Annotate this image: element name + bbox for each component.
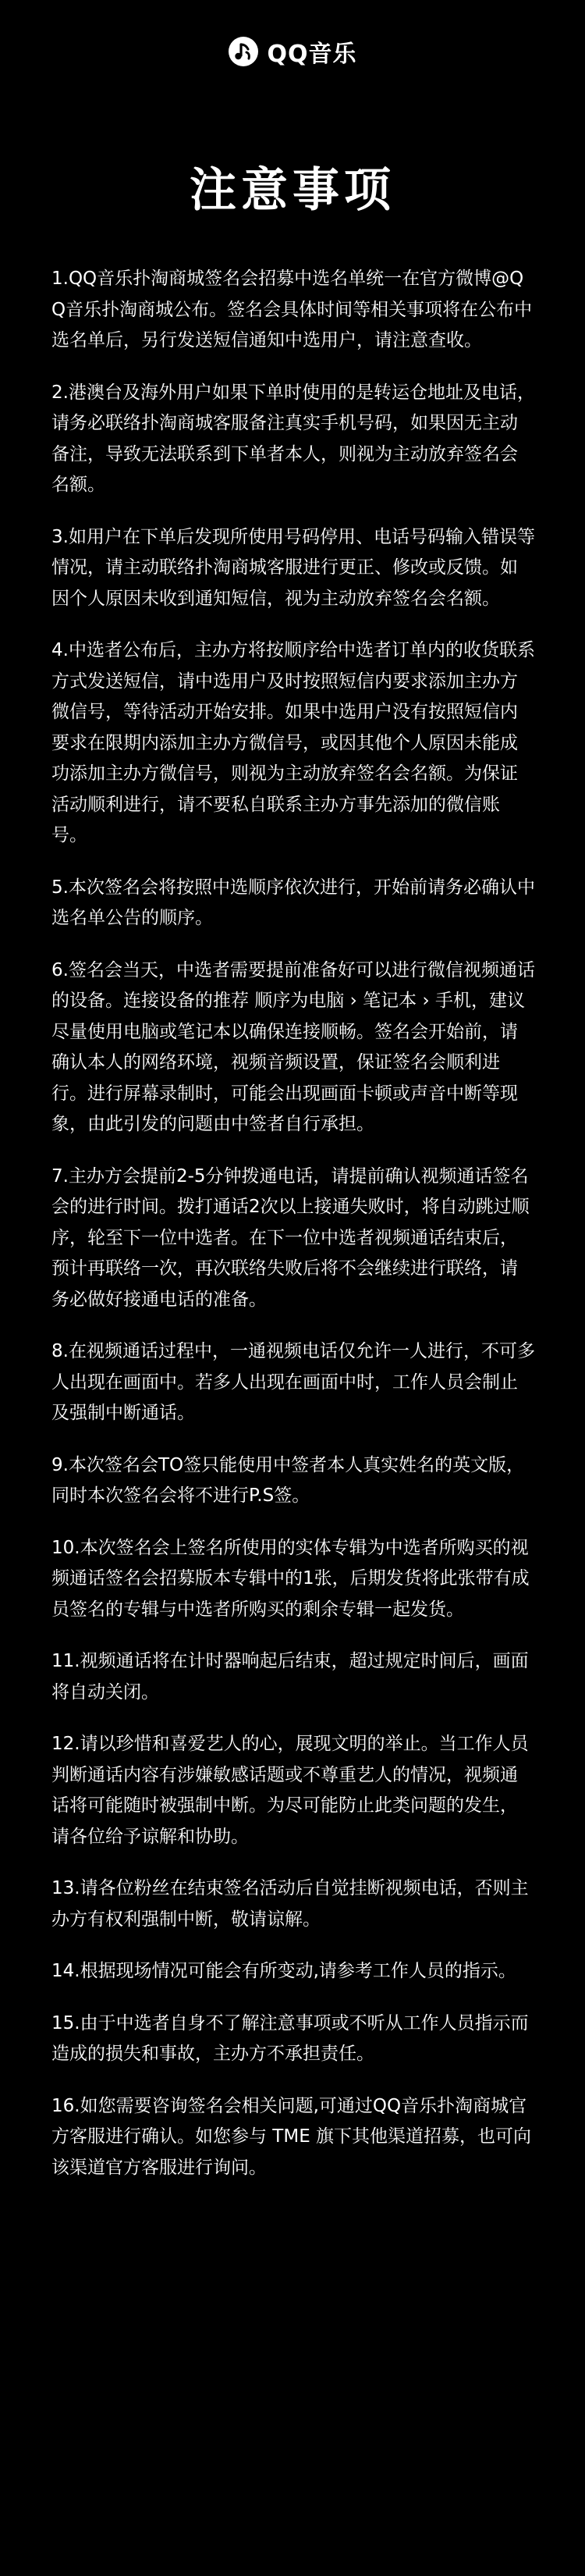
notice-item-2: 2.港澳台及海外用户如果下单时使用的是转运仓地址及电话，请务必联络扑淘商城客服备注真实手机号码，如果因无主动备注，导致无法联系到下单者本人，则视为主动放弃签名会名额。 — [51, 382, 535, 495]
page-title: 注意事项 — [190, 163, 395, 218]
notice-item-9: 9.本次签名会TO签只能使用中签者本人真实姓名的英文版，同时本次签名会将不进行P.S签。 — [51, 1454, 525, 1506]
notice-item-13: 13.请各位粉丝在结束签名活动后自觉挂断视频电话，否则主办方有权利强制中断，敬请谅解。 — [51, 1878, 529, 1930]
notice-item-7: 7.主办方会提前2-5分钟拨通电话，请提前确认视频通话签名会的进行时间。拨打通话2次以上接通失败时，将自动跳过顺序，轮至下一位中选者。在下一位中选者视频通话结束后，预计再联络一次，再次联络失败后将不会继续进行联络，请务必做好接通电话的准备。 — [51, 1165, 530, 1310]
qq-music-logo-icon — [228, 36, 259, 67]
notice-item-11: 11.视频通话将在计时器响起后结束，超过规定时间后，画面将自动关闭。 — [51, 1651, 529, 1703]
notice-item-8: 8.在视频通话过程中，一通视频电话仅允许一人进行，不可多人出现在画面中。若多人出现在画面中时，工作人员会制止及强制中断通话。 — [51, 1341, 535, 1423]
notice-item-10: 10.本次签名会上签名所使用的实体专辑为中选者所购买的视频通话签名会招募版本专辑中的1张，后期发货将此张带有成员签名的专辑与中选者所购买的剩余专辑一起发货。 — [51, 1537, 530, 1620]
notice-item-6: 6.签名会当天，中选者需要提前准备好可以进行微信视频通话的设备。连接设备的推荐 顺序为电脑 › 笔记本 › 手机，建议尽量使用电脑或笔记本以确保连接顺畅。签名会开始前，请确认本人的网络环境，视频音频设置，保证签名会顺利进行。进行屏幕录制时，可能会出现画面卡顿或声音中断等现象，由此引发的问题由中签者自行承担。 — [51, 959, 535, 1134]
brand-header — [0, 34, 585, 69]
notice-item-14: 14.根据现场情况可能会有所变动,请参考工作人员的指示。 — [51, 1961, 516, 1981]
notice-item-3: 3.如用户在下单后发现所使用号码停用、电话号码输入错误等情况，请主动联络扑淘商城客服进行更正、修改或反馈。如因个人原因未收到通知短信，视为主动放弃签名会名额。 — [51, 526, 535, 609]
notice-item-5: 5.本次签名会将按照中选顺序依次进行，开始前请务必确认中选名单公告的顺序。 — [51, 877, 535, 928]
notice-list — [51, 264, 535, 2204]
notice-item-4: 4.中选者公布后，主办方将按顺序给中选者订单内的收货联系方式发送短信，请中选用户及时按照短信内要求添加主办方微信号，等待活动开始安排。如果中选用户没有按照短信内要求在限期内添加主办方微信号，或因其他个人原因未能成功添加主办方微信号，则视为主动放弃签名会名额。为保证活动顺利进行，请不要私自联系主办方事先添加的微信账号。 — [51, 640, 535, 845]
brand-name: QQ音乐 — [267, 41, 357, 68]
notice-item-1: 1.QQ音乐扑淘商城签名会招募中选名单统一在官方微博@QQ音乐扑淘商城公布。签名会具体时间等相关事项将在公布中选名单后，另行发送短信通知中选用户，请注意查收。 — [51, 269, 533, 350]
notice-item-16: 16.如您需要咨询签名会相关问题,可通过QQ音乐扑淘商城官方客服进行确认。如您参与 TME 旗下其他渠道招募，也可向该渠道官方客服进行询问。 — [51, 2095, 532, 2178]
notice-item-15: 15.由于中选者自身不了解注意事项或不听从工作人员指示而造成的损失和事故，主办方不承担责任。 — [51, 2012, 529, 2064]
notice-item-12: 12.请以珍惜和喜爱艺人的心，展现文明的举止。当工作人员判断通话内容有涉嫌敏感话题或不尊重艺人的情况，视频通话将可能随时被强制中断。为尽可能防止此类问题的发生，请各位给予谅解和协助。 — [51, 1734, 529, 1847]
